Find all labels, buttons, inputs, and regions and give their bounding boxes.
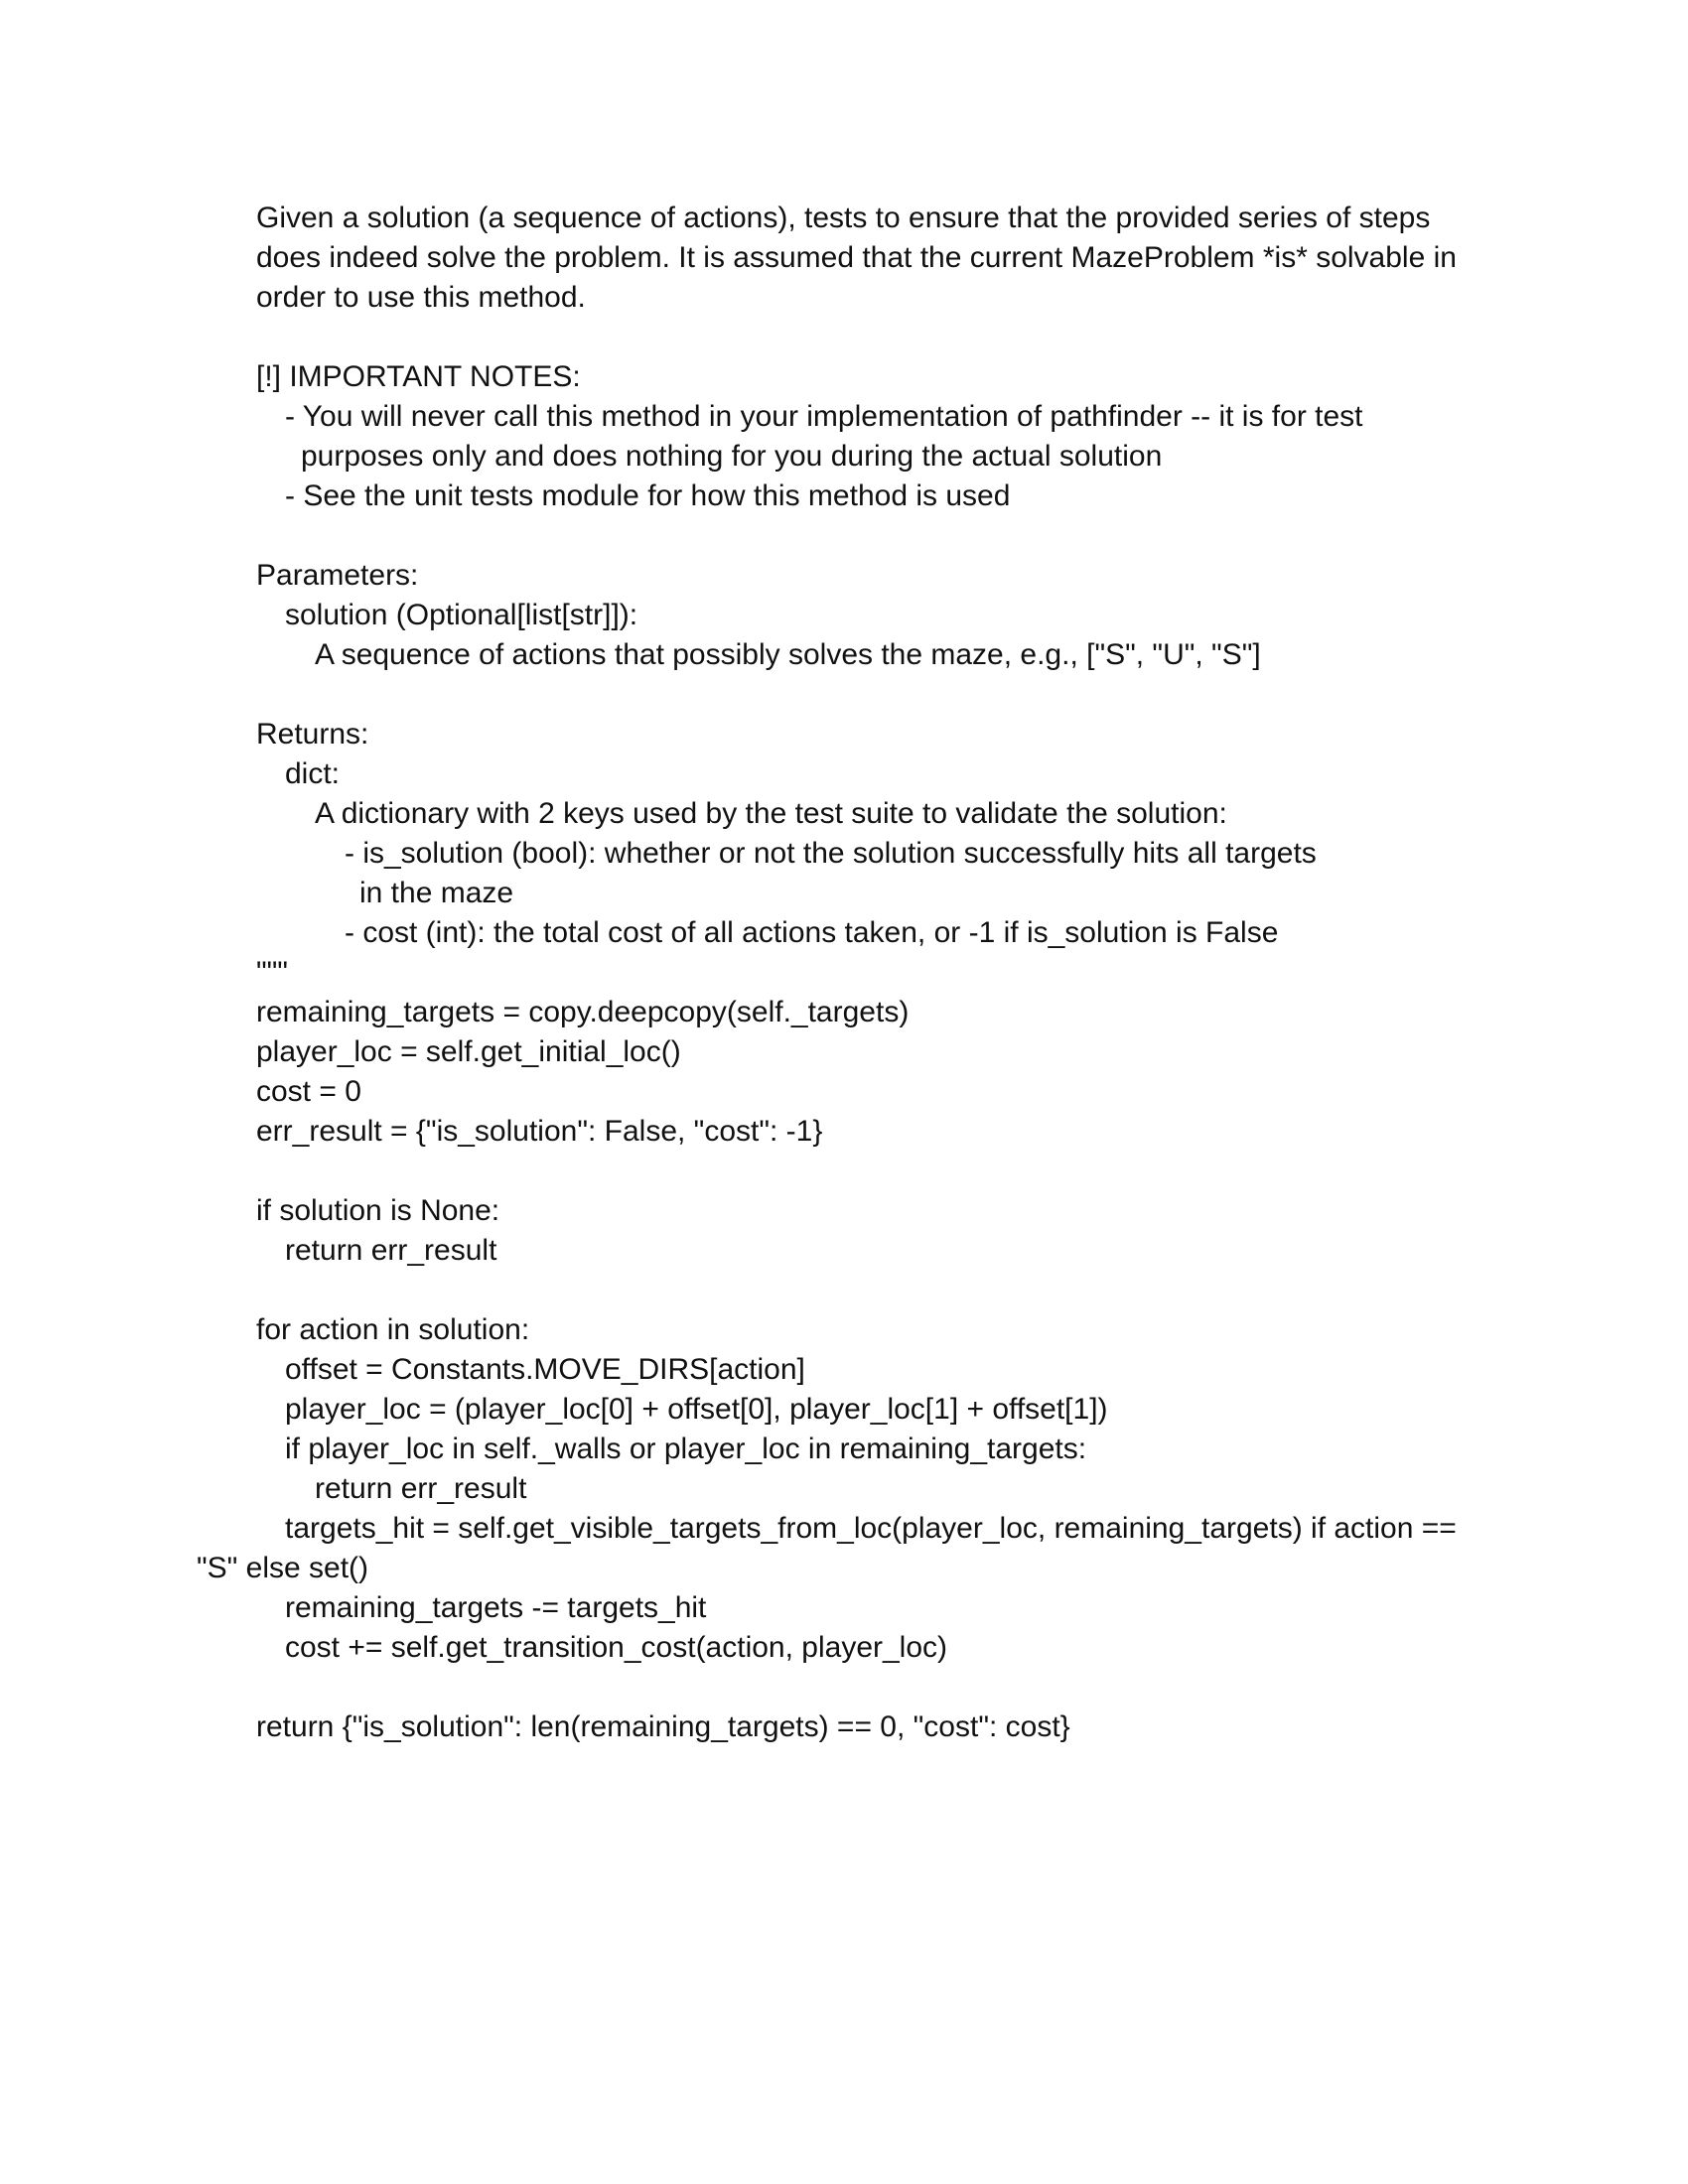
parameter-name: solution (Optional[list[str]]): bbox=[285, 599, 638, 631]
code-line: return {"is_solution": len(remaining_targets) == 0, "cost": cost} bbox=[256, 1710, 1070, 1743]
code-line: remaining_targets = copy.deepcopy(self._targets) bbox=[256, 996, 910, 1028]
code-line: player_loc = self.get_initial_loc() bbox=[256, 1035, 681, 1068]
notes-header: [!] IMPORTANT NOTES: bbox=[256, 360, 581, 393]
returns-item: - cost (int): the total cost of all actions taken, or -1 if is_solution is False bbox=[345, 916, 1279, 949]
returns-header: Returns: bbox=[256, 718, 369, 751]
code-line: cost += self.get_transition_cost(action, player_loc) bbox=[285, 1631, 948, 1664]
returns-type: dict: bbox=[285, 757, 341, 790]
code-line: for action in solution: bbox=[256, 1313, 530, 1346]
parameter-description: A sequence of actions that possibly solves the maze, e.g., ["S", "U", "S"] bbox=[315, 638, 1261, 671]
returns-description: A dictionary with 2 keys used by the test suite to validate the solution: bbox=[315, 797, 1227, 830]
code-line: return err_result bbox=[285, 1234, 497, 1267]
code-line: cost = 0 bbox=[256, 1075, 361, 1108]
note-line: purposes only and does nothing for you during the actual solution bbox=[301, 440, 1163, 473]
returns-item: - is_solution (bool): whether or not the solution successfully hits all targets bbox=[345, 837, 1317, 870]
note-line: - See the unit tests module for how this method is used bbox=[285, 479, 1011, 512]
code-line: return err_result bbox=[315, 1472, 527, 1505]
code-line: remaining_targets -= targets_hit bbox=[285, 1591, 707, 1624]
code-line: targets_hit = self.get_visible_targets_from_loc(player_loc, remaining_targets) if action == bbox=[285, 1512, 1457, 1545]
code-line: if solution is None: bbox=[256, 1194, 500, 1227]
returns-item: in the maze bbox=[359, 877, 514, 909]
note-line: - You will never call this method in your implementation of pathfinder -- it is for test bbox=[285, 400, 1363, 433]
code-line: "S" else set() bbox=[197, 1552, 369, 1584]
code-line: if player_loc in self._walls or player_loc in remaining_targets: bbox=[285, 1433, 1087, 1465]
code-line: offset = Constants.MOVE_DIRS[action] bbox=[285, 1353, 805, 1386]
docstring-summary-line: does indeed solve the problem. It is assumed that the current MazeProblem *is* solvable in bbox=[256, 241, 1457, 274]
code-line: player_loc = (player_loc[0] + offset[0], player_loc[1] + offset[1]) bbox=[285, 1393, 1108, 1426]
code-line: err_result = {"is_solution": False, "cost": -1} bbox=[256, 1115, 823, 1148]
docstring-summary-line: Given a solution (a sequence of actions), tests to ensure that the provided series of steps bbox=[256, 202, 1431, 234]
parameters-header: Parameters: bbox=[256, 559, 419, 592]
docstring-close: """ bbox=[256, 956, 288, 989]
docstring-summary-line: order to use this method. bbox=[256, 281, 586, 314]
